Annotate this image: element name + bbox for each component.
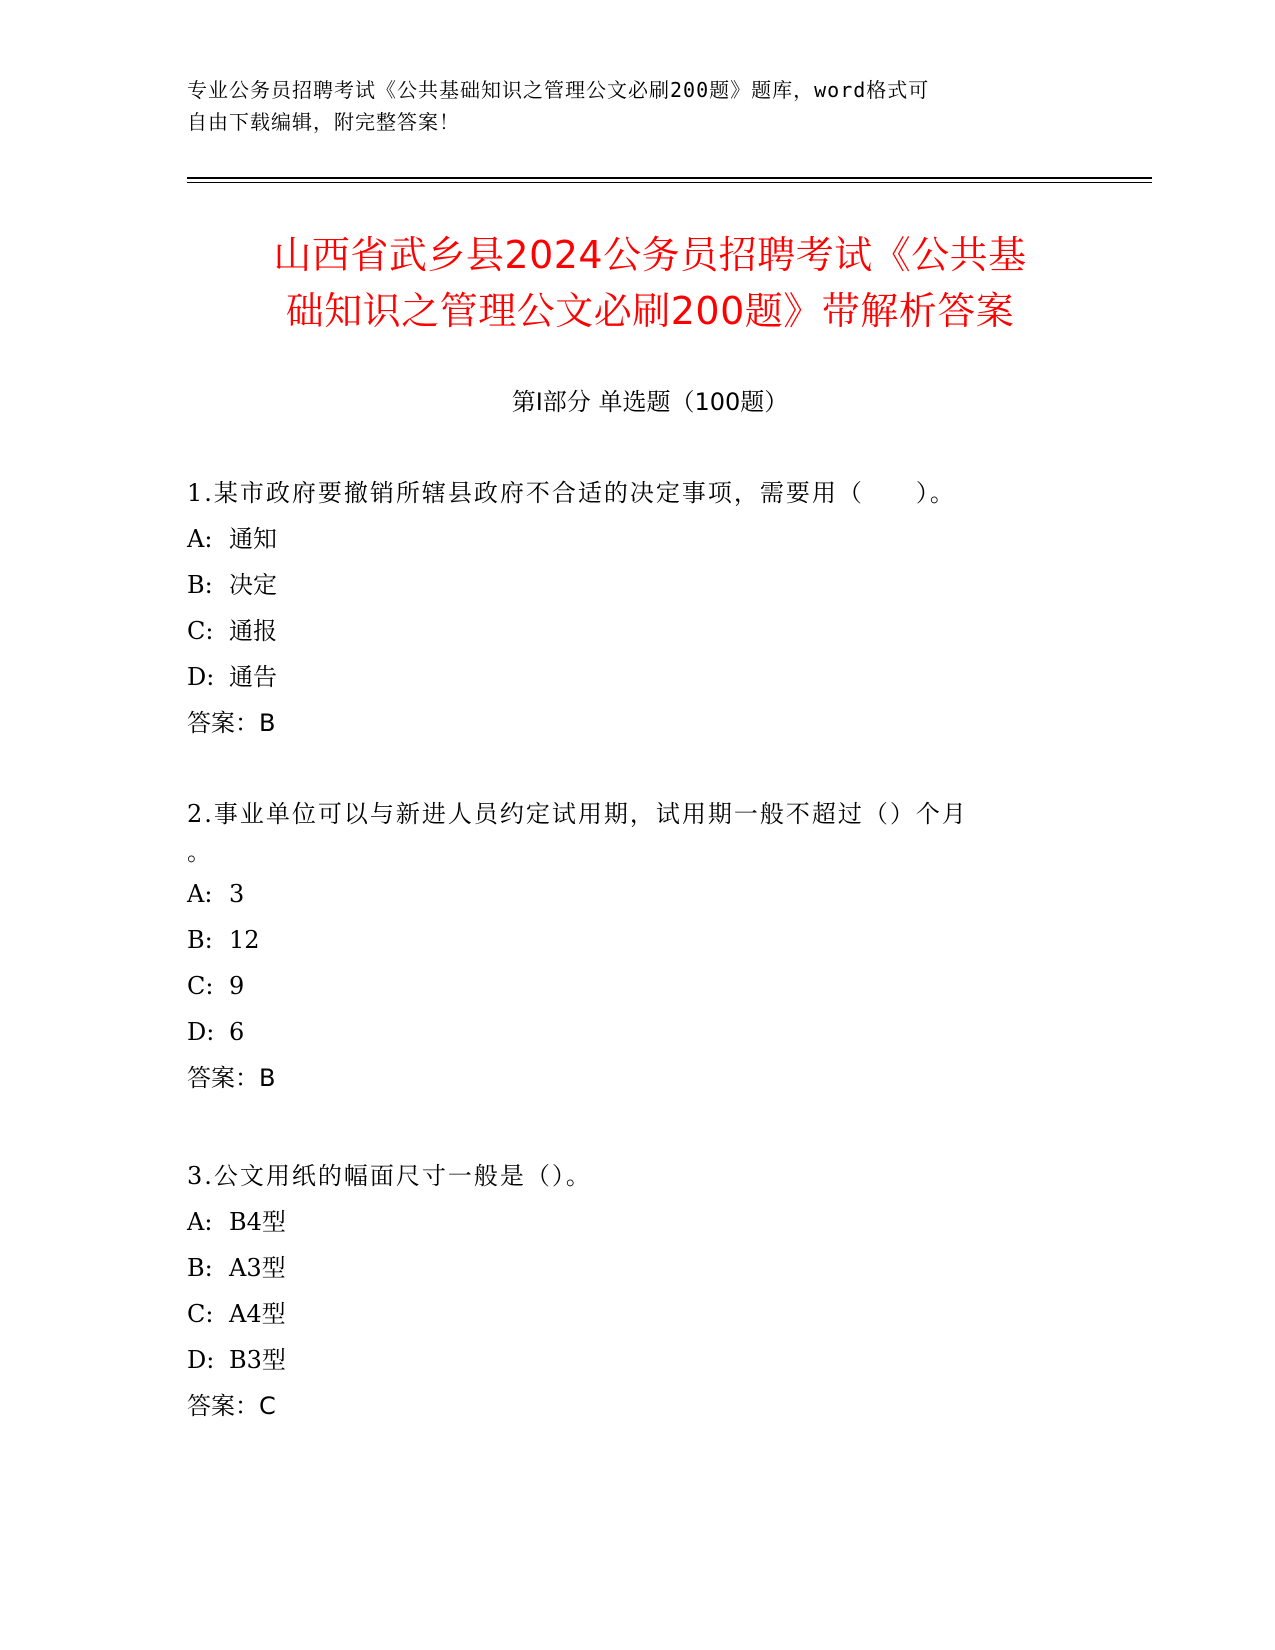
question-stem: 1.某市政府要撤销所辖县政府不合适的决定事项，需要用（ ）。 [187, 479, 956, 507]
option-text: 决定 [229, 571, 277, 599]
option-a [187, 1199, 1087, 1245]
option-c [187, 963, 1087, 1009]
option-b [187, 917, 1087, 963]
option-text: 通知 [229, 525, 277, 553]
title-line-2: 础知识之管理公文必刷200题》带解析答案 [285, 289, 1015, 333]
option-letter: B: [187, 571, 213, 599]
option-letter: B: [187, 1254, 213, 1282]
option-c [187, 1291, 1087, 1337]
option-a [187, 871, 1087, 917]
header-divider-thin [187, 182, 1152, 183]
option-text: B4型 [229, 1208, 286, 1236]
option-text: 6 [229, 1018, 245, 1046]
header-line-1: 专业公务员招聘考试《公共基础知识之管理公文必刷200题》题库，word格式可 [187, 78, 930, 102]
option-text: B3型 [229, 1346, 286, 1374]
option-text: A4型 [229, 1300, 286, 1328]
option-b [187, 562, 1087, 608]
option-letter: C: [187, 972, 214, 1000]
document-title [150, 227, 1150, 339]
question-stem: 2.事业单位可以与新进人员约定试用期，试用期一般不超过（）个月 [187, 800, 968, 828]
option-letter: C: [187, 1300, 214, 1328]
section-title: 第Ⅰ部分 单选题（100题） [511, 388, 789, 416]
option-c [187, 608, 1087, 654]
question-2 [187, 795, 1087, 1101]
option-text: 通报 [229, 617, 277, 645]
document-header-note [187, 74, 1067, 138]
option-text: 通告 [229, 663, 277, 691]
option-letter: B: [187, 926, 213, 954]
option-d [187, 654, 1087, 700]
question-stem-continuation: 。 [187, 838, 211, 866]
option-letter: D: [187, 663, 215, 691]
question-1 [187, 474, 1087, 746]
question-3 [187, 1157, 1087, 1429]
answer-line: 答案：B [187, 1064, 276, 1092]
option-letter: A: [187, 525, 213, 553]
answer-line: 答案：C [187, 1392, 276, 1420]
header-line-2: 自由下载编辑，附完整答案！ [187, 110, 460, 134]
header-divider-thick [187, 177, 1152, 179]
option-letter: A: [187, 1208, 213, 1236]
option-letter: A: [187, 880, 213, 908]
question-stem: 3.公文用纸的幅面尺寸一般是（）。 [187, 1162, 592, 1190]
option-b [187, 1245, 1087, 1291]
option-letter: D: [187, 1018, 215, 1046]
option-a [187, 516, 1087, 562]
option-text: A3型 [229, 1254, 286, 1282]
option-text: 9 [229, 972, 245, 1000]
option-text: 12 [229, 926, 260, 954]
option-d [187, 1009, 1087, 1055]
option-letter: C: [187, 617, 214, 645]
title-line-1: 山西省武乡县2024公务员招聘考试《公共基 [273, 233, 1027, 277]
answer-line: 答案：B [187, 709, 276, 737]
option-letter: D: [187, 1346, 215, 1374]
option-d [187, 1337, 1087, 1383]
option-text: 3 [229, 880, 245, 908]
